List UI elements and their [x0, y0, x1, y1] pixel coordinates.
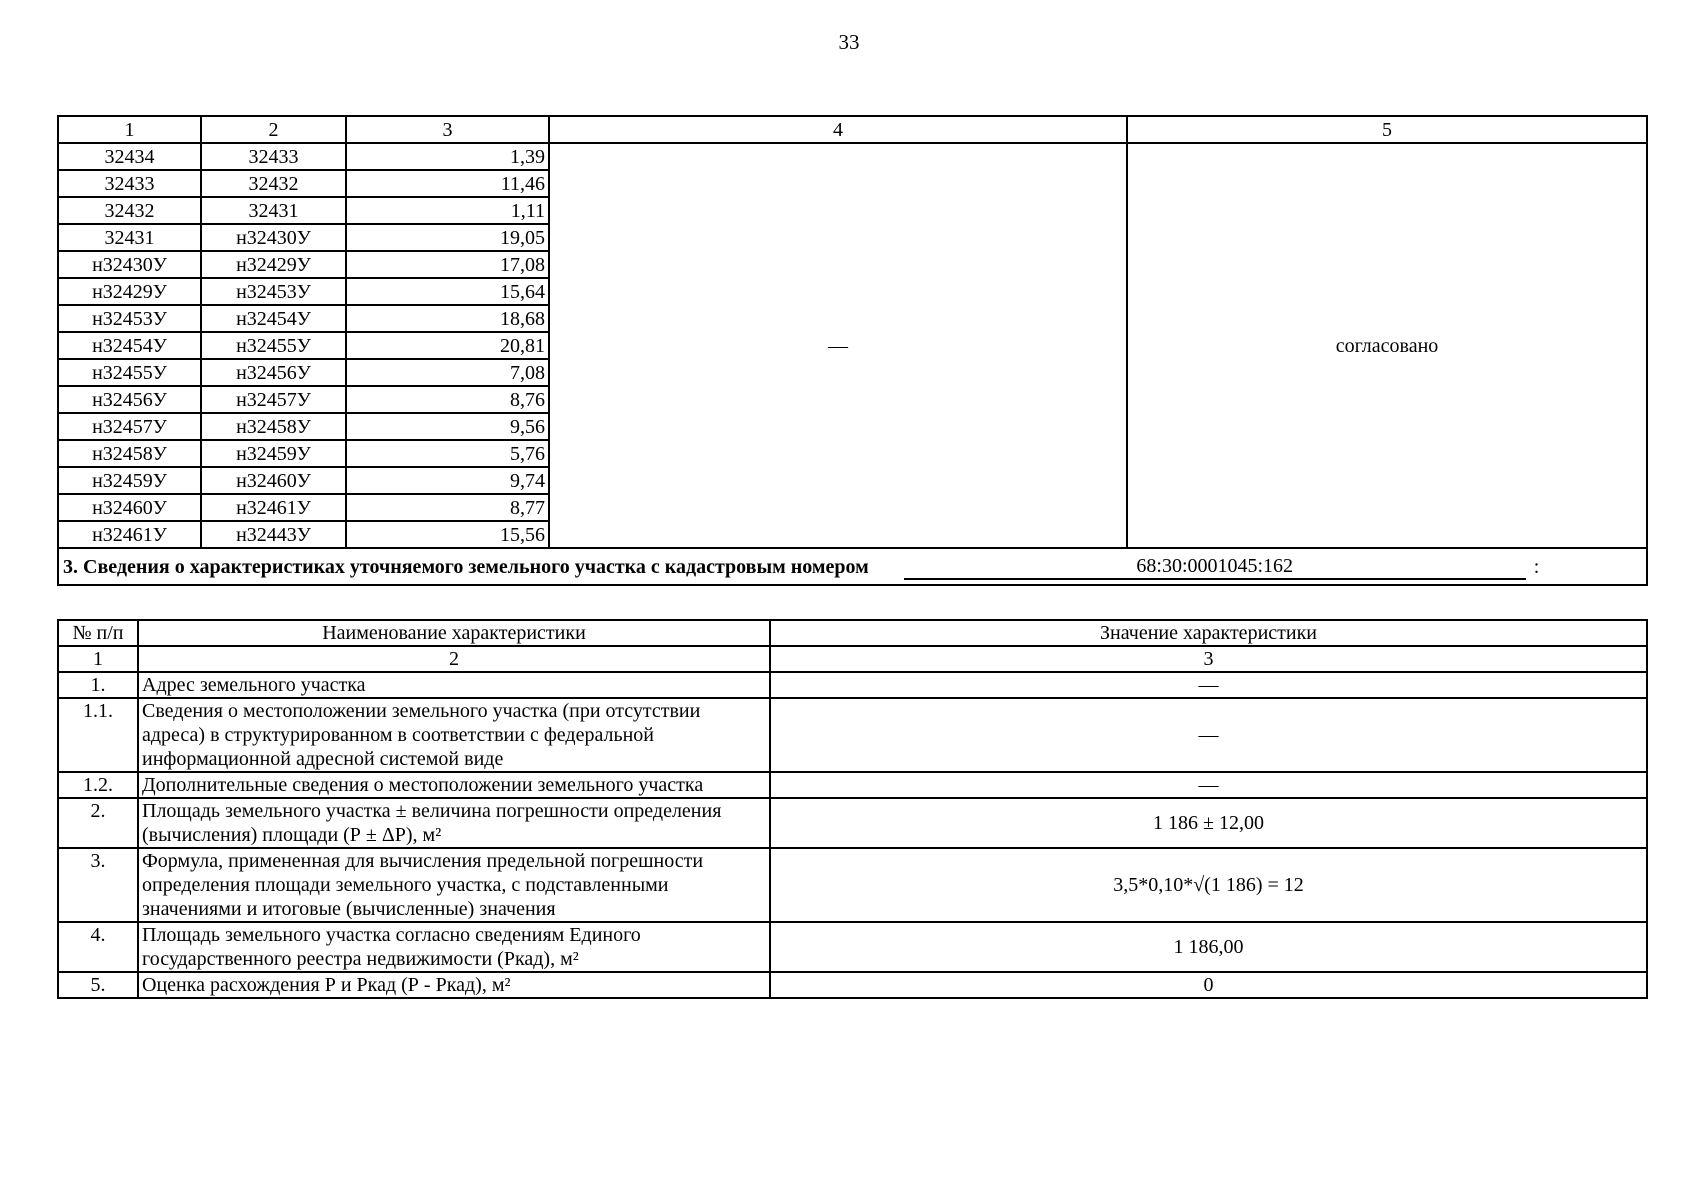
distance-cell: 15,64 — [346, 278, 549, 305]
point-to-cell: н32429У — [201, 251, 346, 278]
point-from-cell: 32433 — [58, 170, 201, 197]
point-from-cell: н32456У — [58, 386, 201, 413]
point-to-cell: н32458У — [201, 413, 346, 440]
section-3-cell — [58, 548, 1647, 585]
point-to-cell: н32457У — [201, 386, 346, 413]
table-header-row — [58, 620, 1647, 646]
item-number: 5. — [58, 972, 138, 998]
point-from-cell: н32430У — [58, 251, 201, 278]
point-to-cell: н32459У — [201, 440, 346, 467]
point-from-cell: н32459У — [58, 467, 201, 494]
point-from-cell: н32453У — [58, 305, 201, 332]
point-from-cell: н32458У — [58, 440, 201, 467]
point-to-cell: 32431 — [201, 197, 346, 224]
characteristic-value: — — [770, 672, 1647, 698]
column-header: 4 — [549, 116, 1127, 143]
point-from-cell: 32432 — [58, 197, 201, 224]
characteristic-value: — — [770, 772, 1647, 798]
distance-cell: 9,74 — [346, 467, 549, 494]
point-from-cell: н32461У — [58, 521, 201, 548]
column-header: 2 — [201, 116, 346, 143]
characteristic-name: Площадь земельного участка согласно сведениям Единого государственного реестра недвижимости (Ркад), м² — [138, 922, 770, 972]
point-to-cell: 32433 — [201, 143, 346, 170]
distance-cell: 9,56 — [346, 413, 549, 440]
characteristic-value: — — [770, 698, 1647, 772]
distance-cell: 1,39 — [346, 143, 549, 170]
section-title: 3. Сведения о характеристиках уточняемого земельного участка с кадастровым номером — [63, 555, 869, 578]
column-header: 5 — [1127, 116, 1647, 143]
point-to-cell: н32453У — [201, 278, 346, 305]
distance-cell: 15,56 — [346, 521, 549, 548]
column-number: 3 — [770, 646, 1647, 672]
characteristic-row — [58, 698, 1647, 772]
characteristic-name: Дополнительные сведения о местоположении земельного участка — [138, 772, 770, 798]
column-4-value: — — [549, 143, 1127, 548]
column-number-row — [58, 646, 1647, 672]
distance-cell: 5,76 — [346, 440, 549, 467]
item-number: 1.2. — [58, 772, 138, 798]
point-from-cell: н32457У — [58, 413, 201, 440]
characteristic-row — [58, 772, 1647, 798]
characteristic-value: 0 — [770, 972, 1647, 998]
item-number: 4. — [58, 922, 138, 972]
item-number: 3. — [58, 848, 138, 922]
point-to-cell: 32432 — [201, 170, 346, 197]
characteristic-name: Площадь земельного участка ± величина погрешности определения (вычисления) площади (Р ± ΔР), м² — [138, 798, 770, 848]
distance-cell: 18,68 — [346, 305, 549, 332]
cadastral-colon: : — [1533, 555, 1540, 578]
point-to-cell: н32461У — [201, 494, 346, 521]
item-number: 2. — [58, 798, 138, 848]
characteristic-value: 3,5*0,10*√(1 186) = 12 — [770, 848, 1647, 922]
characteristic-name: Оценка расхождения Р и Ркад (Р - Ркад), м² — [138, 972, 770, 998]
point-from-cell: н32454У — [58, 332, 201, 359]
point-to-cell: н32455У — [201, 332, 346, 359]
point-to-cell: н32456У — [201, 359, 346, 386]
characteristic-row — [58, 972, 1647, 998]
section-3-row — [58, 548, 1647, 585]
point-to-cell: н32443У — [201, 521, 346, 548]
characteristic-row — [58, 922, 1647, 972]
characteristic-row — [58, 798, 1647, 848]
column-number: 2 — [138, 646, 770, 672]
distance-cell: 17,08 — [346, 251, 549, 278]
point-to-cell: н32460У — [201, 467, 346, 494]
distance-cell: 8,76 — [346, 386, 549, 413]
column-header: 1 — [58, 116, 201, 143]
item-number: 1.1. — [58, 698, 138, 772]
column-header: Наименование характеристики — [138, 620, 770, 646]
column-header: 3 — [346, 116, 549, 143]
point-from-cell: н32455У — [58, 359, 201, 386]
characteristic-name: Адрес земельного участка — [138, 672, 770, 698]
point-to-cell: н32430У — [201, 224, 346, 251]
point-from-cell: 32431 — [58, 224, 201, 251]
characteristic-value: 1 186 ± 12,00 — [770, 798, 1647, 848]
distance-cell: 20,81 — [346, 332, 549, 359]
point-to-cell: н32454У — [201, 305, 346, 332]
characteristics-table — [57, 619, 1648, 999]
point-from-cell: н32460У — [58, 494, 201, 521]
characteristic-name: Сведения о местоположении земельного участка (при отсутствии адреса) в структурированном в соответствии с федеральной информационной адресной системой виде — [138, 698, 770, 772]
distance-cell: 8,77 — [346, 494, 549, 521]
characteristic-row — [58, 672, 1647, 698]
cadastral-number: 68:30:0001045:162 — [904, 554, 1526, 580]
boundary-points-table — [57, 115, 1648, 586]
distance-cell: 11,46 — [346, 170, 549, 197]
table-header-row — [58, 116, 1647, 143]
column-number: 1 — [58, 646, 138, 672]
distance-cell: 19,05 — [346, 224, 549, 251]
item-number: 1. — [58, 672, 138, 698]
column-header: № п/п — [58, 620, 138, 646]
column-header: Значение характеристики — [770, 620, 1647, 646]
characteristic-row — [58, 848, 1647, 922]
page-number: 33 — [838, 30, 860, 54]
point-from-cell: 32434 — [58, 143, 201, 170]
characteristic-name: Формула, примененная для вычисления предельной погрешности определения площади земельного участка, с подставленными значениями и итоговые (вычисленные) значения — [138, 848, 770, 922]
table-row — [58, 143, 1647, 170]
column-5-value: согласовано — [1127, 143, 1647, 548]
distance-cell: 1,11 — [346, 197, 549, 224]
distance-cell: 7,08 — [346, 359, 549, 386]
characteristic-value: 1 186,00 — [770, 922, 1647, 972]
point-from-cell: н32429У — [58, 278, 201, 305]
